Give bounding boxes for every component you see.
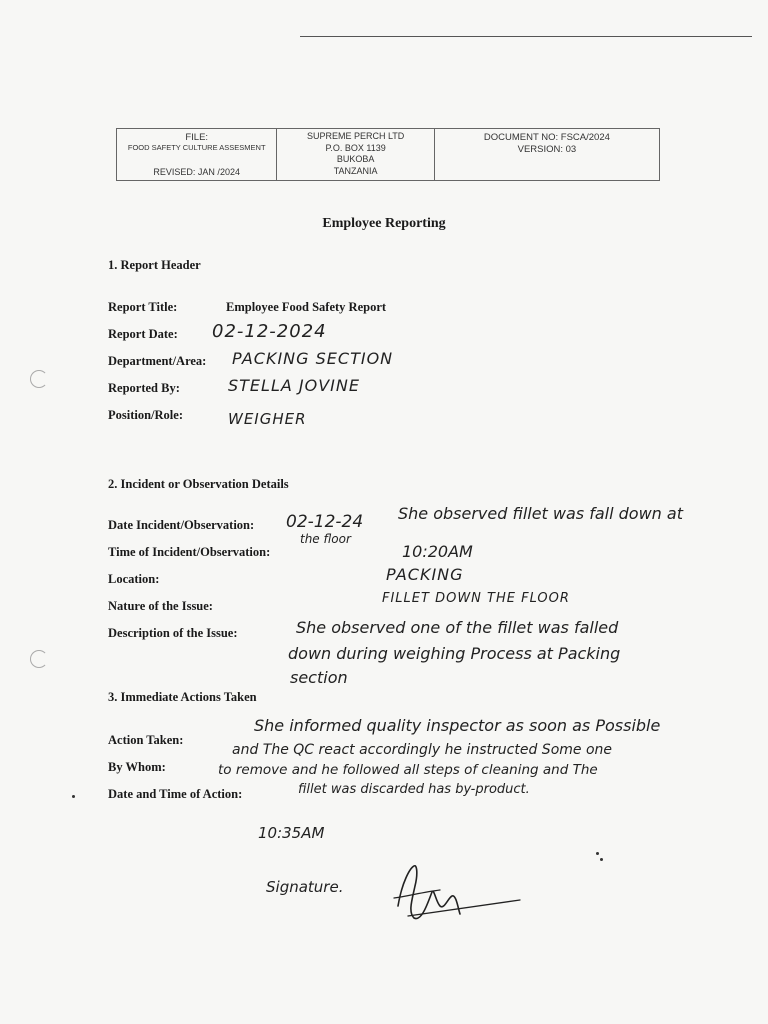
punch-hole-bottom [30,650,48,668]
file-name: FOOD SAFETY CULTURE ASSESMENT [127,143,266,152]
nature-value: FILLET DOWN THE FLOOR [382,591,570,606]
by-whom-label: By Whom: [108,760,166,774]
report-title-label: Report Title: [108,300,178,314]
description-label: Description of the Issue: [108,626,238,640]
punch-hole-top [30,370,48,388]
location-value: PACKING [386,565,464,584]
file-label: FILE: [185,132,209,143]
page-title: Employee Reporting [322,216,446,231]
document-header-table [116,128,660,181]
nature-label: Nature of the Issue: [108,599,213,613]
department-label: Department/Area: [108,354,207,368]
department-value: PACKING SECTION [232,349,394,368]
action-line-1: She informed quality inspector as soon as Possible [254,716,661,735]
action-date-time-label: Date and Time of Action: [108,787,243,801]
incident-time-value: 10:20AM [402,542,473,561]
incident-date-value: 02-12-24 [286,512,364,532]
reported-by-label: Reported By: [108,381,180,395]
revised-date: REVISED: JAN /2024 [153,167,240,177]
handwritten-signature [388,862,528,932]
section-3-heading: 3. Immediate Actions Taken [108,690,257,704]
company-po-box: P.O. BOX 1139 [325,142,386,153]
report-title-value: Employee Food Safety Report [226,300,387,314]
company-cell [277,129,434,180]
position-label: Position/Role: [108,408,183,422]
action-line-3: to remove and he followed all steps of cleaning and The [218,762,598,778]
description-line-1: She observed one of the fillet was falled [296,618,619,637]
ink-speck [600,858,603,861]
signature-label: Signature. [266,878,344,896]
ink-speck [596,852,599,855]
section-1-heading: 1. Report Header [108,258,201,272]
document-number: DOCUMENT NO: FSCA/2024 [483,132,610,143]
incident-date-note: She observed fillet was fall down at [398,504,683,523]
report-date-label: Report Date: [108,327,178,341]
file-cell [117,129,277,180]
action-line-2: and The QC react accordingly he instructed Some one [232,742,613,758]
document-cell [435,129,659,180]
description-line-2: down during weighing Process at Packing [288,644,621,663]
incident-time-label: Time of Incident/Observation: [108,545,271,559]
top-rule [300,36,752,37]
action-time-value: 10:35AM [258,824,325,842]
document-version: VERSION: 03 [517,143,577,155]
reported-by-value: STELLA JOVINE [228,376,360,395]
action-line-4: fillet was discarded has by-product. [298,782,530,797]
incident-date-label: Date Incident/Observation: [108,518,255,532]
action-taken-label: Action Taken: [108,733,184,747]
incident-date-note-continued: the floor [300,532,351,546]
company-city: BUKOBA [336,154,375,164]
company-country: TANZANIA [333,165,378,176]
position-value: WEIGHER [228,410,307,428]
description-line-3: section [290,668,348,687]
ink-speck [72,795,75,798]
company-name: SUPREME PERCH LTD [306,131,405,141]
report-date-value: 02-12-2024 [212,321,327,342]
section-2-heading: 2. Incident or Observation Details [108,477,289,491]
location-label: Location: [108,572,160,586]
